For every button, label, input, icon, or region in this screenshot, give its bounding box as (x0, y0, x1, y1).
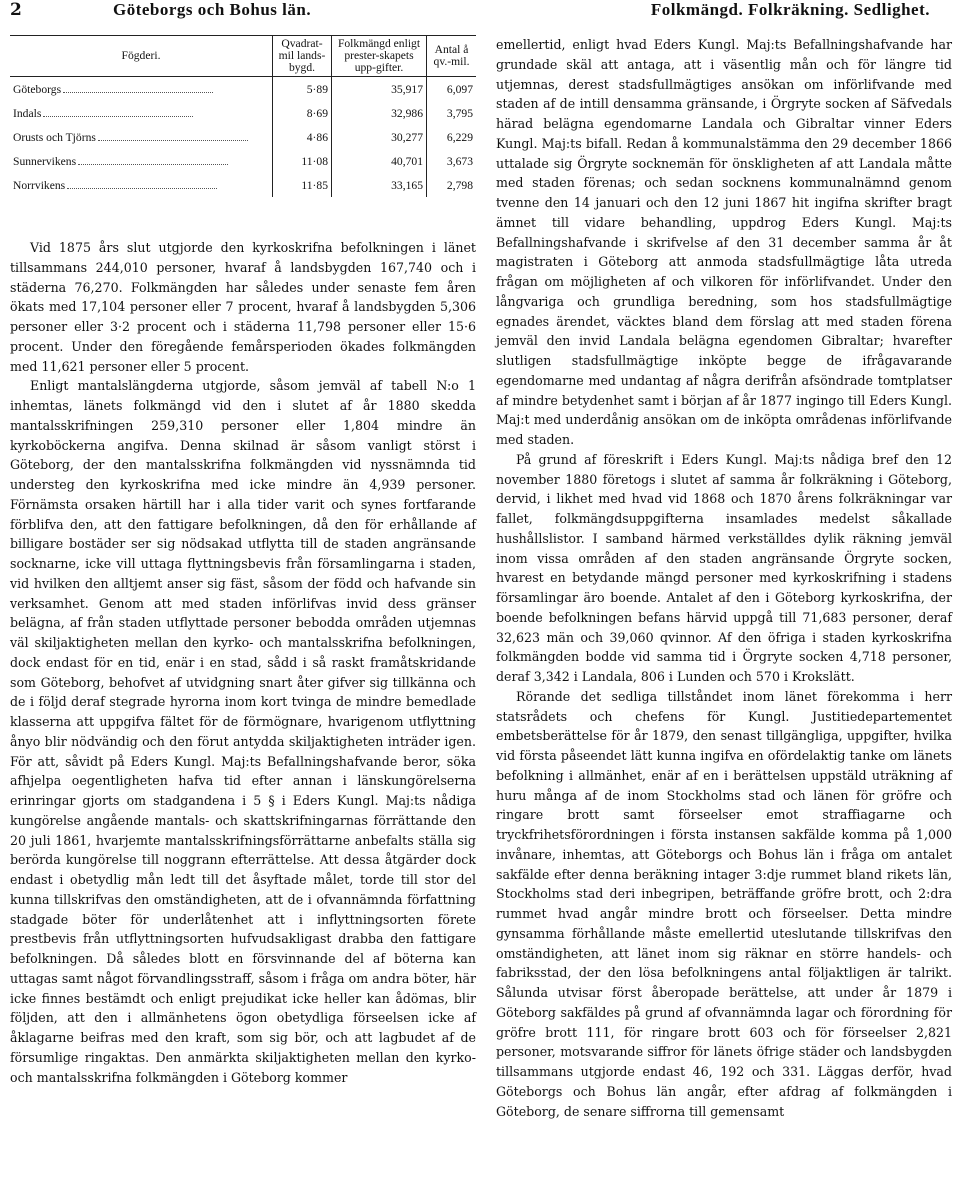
row-area: 5·89 (273, 77, 332, 102)
col-header-area: Qvadrat-mil lands-bygd. (273, 36, 332, 77)
row-population: 35,917 (332, 77, 427, 102)
col-header-density: Antal å qv.-mil. (427, 36, 477, 77)
table-row (10, 149, 476, 173)
section-title: Folkmängd. Folkräkning. Sedlighet. (650, 0, 930, 19)
page-number: 2 (10, 0, 22, 20)
left-column-text (10, 238, 476, 1087)
row-area: 8·69 (273, 101, 332, 125)
paragraph: Vid 1875 års slut utgjorde den kyrkoskrifna befolkningen i länet tillsammans 244,010 personer, hvaraf å landsbygden 167,740 och i städerna 76,270. Folkmängden har således under senaste fem åren ökats med 17,104 personer eller 7 procent, hvaraf å landsbygden 5,306 personer eller 3·2 procent och i städerna 11,798 personer eller 15·6 procent. Under den föregående femårsperioden ökades folkmängden med 11,621 personer eller 5 procent. (10, 240, 476, 374)
row-population: 32,986 (332, 101, 427, 125)
row-density: 6,097 (427, 77, 477, 102)
row-area: 4·86 (273, 125, 332, 149)
paragraph: Enligt mantalslängderna utgjorde, såsom jemväl af tabell N:o 1 inhemtas, länets folkmängd vid den i slutet af år 1880 skedda mantalsskrifningen 259,310 personer eller 1,804 mindre än kyrkoböckerna angifva. Denna skilnad är såsom vanligt störst i Göteborg, der den mantalsskrifna folkmängden vid nyssnämnda tid understeg den kyrkoskrifna med icke mindre än 4,939 personer. Förnämsta orsaken härtill har i alla tider varit och synes fortfarande förblifva den, att den fattigare befolkningen, då den för erhållande af billigare bostäder ser sig nödsakad utflytta till de staden angränsande socknarne, icke vill uttaga flyttningsbevis från församlingarna i staden, vid hvilken den alltjemt anser sig fäst, såsom der född och hafvande sin verksamhet. Genom att med staden införlifvas invid dess gränser belägna, af från staden utflyttade personer bebodda områden utjemnas väl skiljaktigheten mellan den kyrko- och mantalsskrifna befolkningen, dock endast för en tid, enär i en stad, sådd i så raskt framåtskridande som Göteborg, behofvet af utvidgning snart åter gifver sig tillkänna och de i följd deraf stegrade hyrorna inom kort tvinga de mindre bemedlade klasserna att uppgifva fältet för de förmögnare, hvarigenom utflyttning ånyo blir nödvändig och den förut antydda skiljaktigheten inträder igen. För att, såvidt på Eders Kungl. Maj:ts Befallningshafvande beror, söka afhjelpa oegentligheten hafva tid efter annan i länskungörelserna erinringar gjorts om stadgandena i 5 § i Eders Kungl. Maj:ts nådiga kungörelse angående mantals- och skattskrifningarnas förrättande den 20 juli 1861, hvarjemte mantalsskrifningsförrättarne anbefalts ställa sig berörda kungörelse till noggrann efterrättelse. Att dessa åtgärder dock endast i obetydlig mån ledt till det åsyftade målet, torde till stor del kunna tillskrifvas den omständigheten, att de i ofvannämnda författning stadgade böter för underlåtenhet att i inflyttningsorten förete prestbevis från utflyttningsorten hufvudsakligast drabba den fattigare befolkningen. Då således blott en försvinnande del af böterna kan uttagas samt något förvandlingsstraff, såsom i fråga om andra böter, här icke finnes bestämdt och enligt prejudikat icke heller kan ådömas, blir följden, att den i allmänhetens ögon obetydliga förseelsen icke af åklagarne beifras med den kraft, som sig bör, och att lagbudet af de försumlige ringaktas. Den anmärkta skiljaktigheten mellan den kyrko- och mantalsskrifna folkmängden i Göteborg kommer (10, 378, 476, 1085)
row-population: 30,277 (332, 125, 427, 149)
table-header-row (10, 36, 476, 77)
row-area: 11·85 (273, 173, 332, 197)
col-header-fogderi: Fögderi. (10, 36, 273, 77)
page-header (8, 0, 952, 24)
table-row (10, 101, 476, 125)
col-header-population: Folkmängd enligt prester-skapets upp-gifter. (332, 36, 427, 77)
row-name: Sunnervikens (13, 154, 77, 168)
page-title: Göteborgs och Bohus län. (113, 0, 312, 19)
table-row (10, 77, 476, 102)
right-column-text (496, 35, 952, 1121)
paragraph: emellertid, enligt hvad Eders Kungl. Maj:ts Befallningshafvande har grundade skäl att antaga, att i väsentlig mån och för längre tid utjemnas, derest stadsfullmägtiges ansökan om införlifvande med staden af de intill densamma gränsande, i Örgryte socken af Säfvedals härad belägna egendomarne Landala och Gibraltar vinner Eders Kungl. Maj:ts bifall. Redan å kommunalstämma den 29 december 1866 uttalade sig Örgryte socknemän för önskligheten af att Landala måtte med staden förenas; och sedan socknens kommunalnämnd genom tvenne den 14 januari och den 12 juni 1867 hit ingifna skrifter bragt ämnet till vidare behandling, uppdrog Eders Kungl. Maj:ts Befallningshafvande i skrifvelse af den 31 december samma år åt magistraten i Göteborg att anmoda stadsfullmägtige låta utreda frågan om möjligheten af och vilkoren för införlifvandet. Under den långvariga och grundliga beredning, som hos stadsfullmägtige egnades ärendet, väcktes bland dem förslag att med staden förena jemväl den invid Landala belägna egendomen Gibraltar; hvarefter slutligen stadsfullmägtige inköpte begge de ifrågavarande egendomarne med undantag af några derifrån afsöndrade tomtplatser af mindre betydenhet samt i början af år 1877 ingingo till Eders Kungl. Maj:t med underdånig ansökan om de inköpta områdenas införlifvande med staden. (496, 37, 952, 447)
row-population: 40,701 (332, 149, 427, 173)
population-table (10, 35, 476, 230)
row-name: Indals (13, 106, 42, 120)
table-row (10, 173, 476, 197)
row-population: 33,165 (332, 173, 427, 197)
row-area: 11·08 (273, 149, 332, 173)
paragraph: På grund af föreskrift i Eders Kungl. Maj:ts nådiga bref den 12 november 1880 företogs i slutet af samma år folkräkning i Göteborg, dervid, i likhet med hvad vid 1868 och 1870 årens folkräkningar var fallet, folkmängdsuppgifterna insamlades medelst såkallade hushållslistor. I samband härmed verkställdes dylik räkning jemväl inom vissa områden af den staden angränsande Örgryte socken, hvarest en betydande mängd personer med kyrkoskrifning i stadens församlingar äro boende. Antalet af den i Göteborg kyrkoskrifna, der boende befolkningen befans härvid uppgå till 71,683 personer, deraf 32,623 män och 39,060 qvinnor. Af den öfriga i staden kyrkoskrifna folkmängden bodde vid samma tid i Örgryte socken 4,718 personer, deraf 3,342 i Landala, 806 i Lunden och 570 i Krokslätt. (496, 451, 952, 684)
row-density: 2,798 (427, 173, 477, 197)
row-name: Orusts och Tjörns (13, 130, 96, 144)
row-density: 3,673 (427, 149, 477, 173)
paragraph: Rörande det sedliga tillståndet inom länet förekomma i herr statsrådets och chefens för Kungl. Justitiedepartementet embetsberättelse för år 1879, den senast tillgängliga, uppgifter, hvilka vid första påseendet lätt kunna ingifva en ofördelaktig tanke om länets befolkning i allmänhet, enär af en i berättelsen uppstäld uträkning af huru många af de inom Stockholms stad och länen för gröfre och ringare brott samt förseelser emot straffiagarne och tryckfrihetsförordningen i första instansen sakfälde komma på 1,000 invånare, inhemtas, att Göteborgs och Bohus län i fråga om antalet sakfälde efter denna beräkning intager 3:dje rummet bland rikets län, Stockholms stad deri inbegripen, beträffande gröfre brott, och 2:dra rummet hvad angår mindre brott och förseelser. Detta mindre gynsamma förhållande måste emellertid uteslutande tillskrifvas den omständigheten, att länet inom sig räknar en större handels- och fabriksstad, der den lösa befolkningens antal följaktligen är talrikt. Sålunda utvisar först åberopade berättelse, att under år 1879 i Göteborg sakfäldes på grund af ofvannämnda lagar och förordning för gröfre brott 111, för ringare brott 603 och för förseelser 2,821 personer, motsvarande siffror för länets öfrige städer och landsbygden tillsammans utgjorde endast 46, 192 och 331. Läggas derför, hvad Göteborgs och Bohus län angår, efter afdrag af folkmängden i Göteborg, de senare siffrorna till gemensamt (496, 688, 952, 1119)
row-name: Göteborgs (13, 82, 62, 96)
row-name: Norrvikens (13, 178, 66, 192)
table-row (10, 125, 476, 149)
row-density: 3,795 (427, 101, 477, 125)
row-density: 6,229 (427, 125, 477, 149)
